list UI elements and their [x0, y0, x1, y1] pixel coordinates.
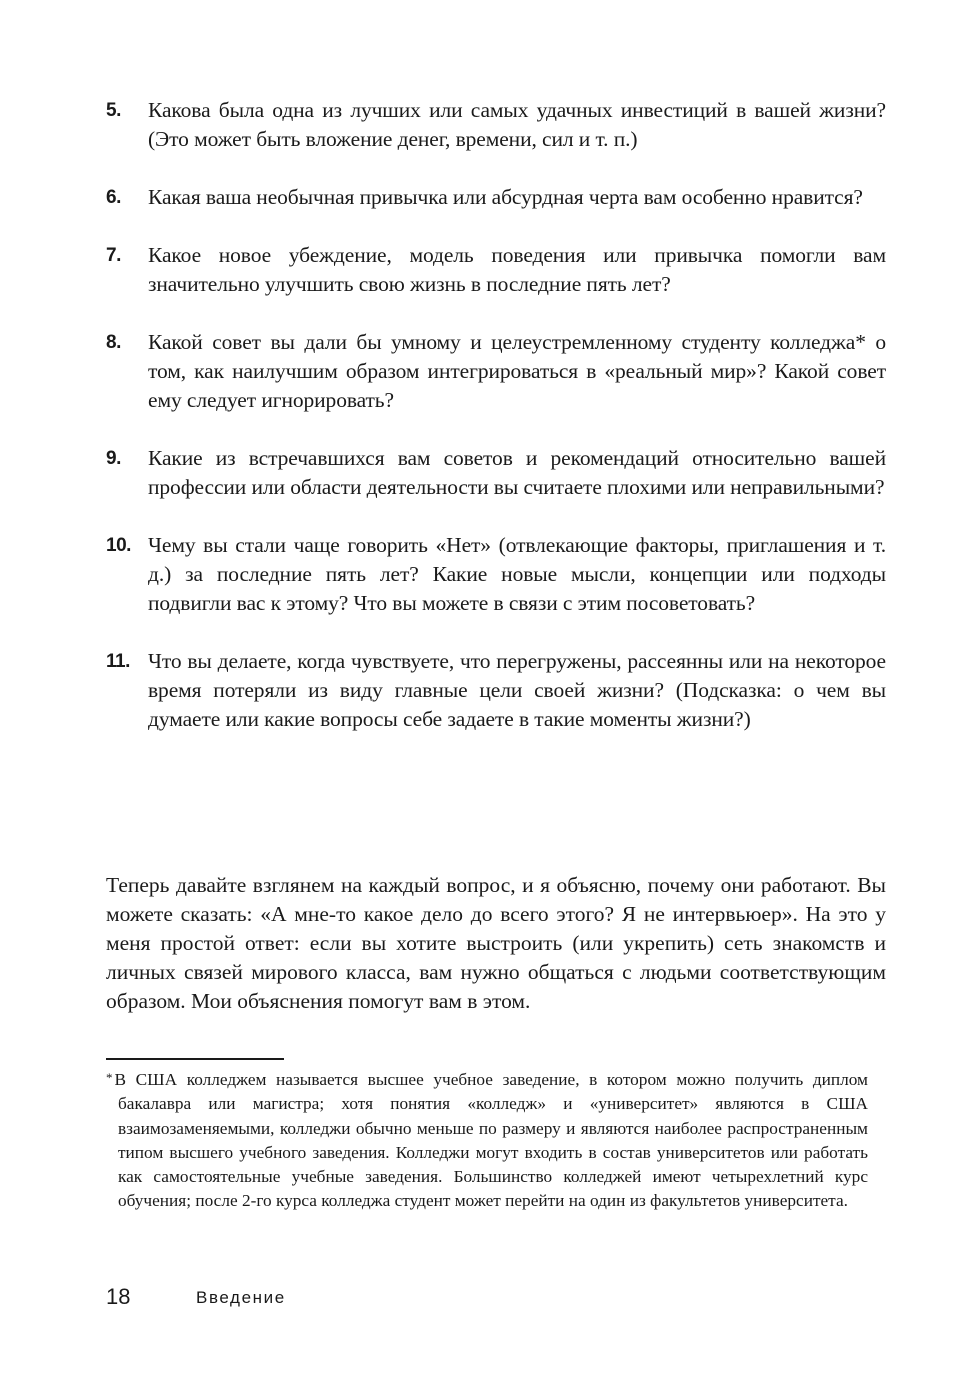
footnote-text: В США колледжем называется высшее учебное заведение, в котором можно получить диплом бакалавра или магистра; хотя понятия «колледж» и «университет» являются в США взаимозаменяемыми, колледжи обычно меньше по размеру и являются наиболее распространенным типом высшего учебного заведения. Колледжи могут входить в состав университетов или работать как самостоятельные учебные заведения. Большинство колледжей имеют четырехлетний курс обучения; после 2-го курса колледжа студент может перейти на один из факультетов университета. — [114, 1070, 868, 1211]
question-number: 11. — [106, 651, 130, 672]
question-text: Какое новое убеждение, модель поведения или привычка помогли вам значительно улучшить свою жизнь в последние пять лет? — [148, 243, 886, 296]
body-paragraph: Теперь давайте взглянем на каждый вопрос, и я объясню, почему они работают. Вы можете сказать: «А мне-то какое дело до всего этого? Я не интервьюер». На это у меня простой ответ: если вы хотите выстроить (или укрепить) сеть знакомств и личных связей мирового класса, вам нужно общаться с людьми соответствующим образом. Мои объяснения помогут вам в этом. — [106, 873, 886, 1013]
footnote-marker: * — [106, 1070, 113, 1085]
question-text: Какова была одна из лучших или самых удачных инвестиций в вашей жизни? (Это может быть вложение денег, времени, сил и т. п.) — [148, 98, 886, 151]
question-item — [106, 183, 886, 212]
question-text: Какой совет вы дали бы умному и целеустремленному студенту колледжа* о том, как наилучшим образом интегрироваться в «реальный мир»? Какой совет ему следует игнорировать? — [148, 330, 886, 412]
question-item — [106, 328, 886, 415]
question-number: 7. — [106, 245, 121, 266]
question-item — [106, 96, 886, 154]
footnote — [106, 1066, 868, 1214]
question-text: Что вы делаете, когда чувствуете, что перегружены, рассеянны или на некоторое время потеряли из виду главные цели своей жизни? (Подсказка: о чем вы думаете или какие вопросы себе задаете в такие моменты жизни?) — [148, 649, 886, 731]
question-item — [106, 444, 886, 502]
question-number: 10. — [106, 535, 131, 556]
question-text: Чему вы стали чаще говорить «Нет» (отвлекающие факторы, приглашения и т. д.) за последние пять лет? Какие новые мысли, концепции или подходы подвигли вас к этому? Что вы можете в связи с этим посоветовать? — [148, 533, 886, 615]
question-item — [106, 531, 886, 618]
question-text: Какие из встречавшихся вам советов и рекомендаций относительно вашей профессии или области деятельности вы считаете плохими или неправильными? — [148, 446, 886, 499]
question-number: 5. — [106, 100, 121, 121]
question-item — [106, 241, 886, 299]
question-item — [106, 647, 886, 734]
question-text: Какая ваша необычная привычка или абсурдная черта вам особенно нравится? — [148, 185, 863, 209]
footnote-separator — [106, 1058, 284, 1060]
question-number: 6. — [106, 187, 121, 208]
question-number: 8. — [106, 332, 121, 353]
question-number: 9. — [106, 448, 121, 469]
page-number: 18 — [106, 1284, 131, 1309]
running-head: Введение — [196, 1288, 286, 1307]
question-list — [106, 96, 886, 763]
